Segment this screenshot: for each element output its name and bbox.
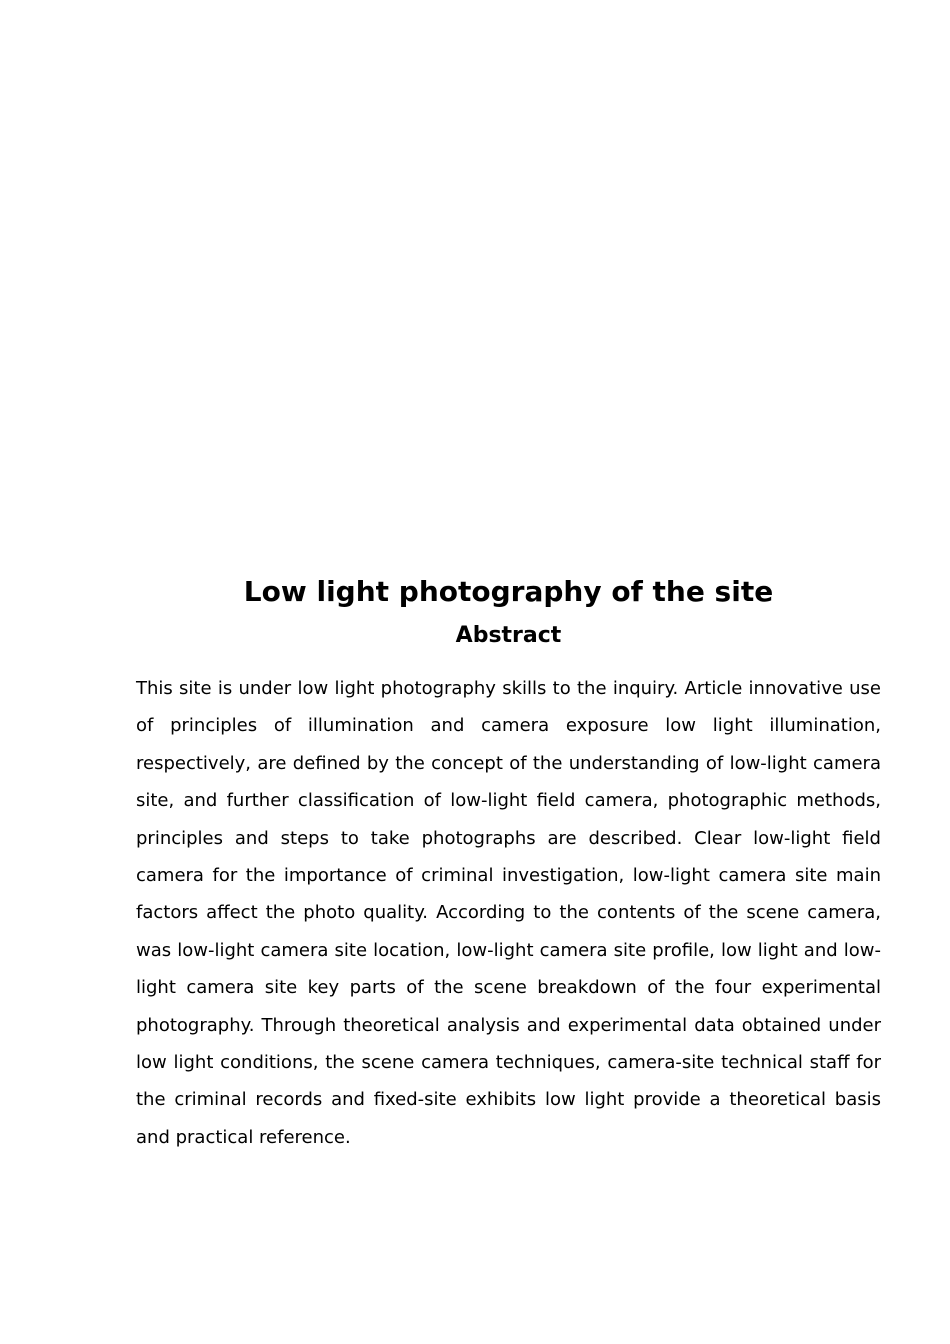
abstract-paragraph: This site is under low light photography skills to the inquiry. Article innovative use of principles of illumination and camera exposure low light illumination, respectively, are defined by the concept of the understanding of low-light camera site, and further classification of low-light field camera, photographic methods, principles and steps to take photographs are described. Clear low-light field camera for the importance of criminal investigation, low-light camera site main factors affect the photo quality. According to the contents of the scene camera, was low-light camera site location, low-light camera site profile, low light and low-light camera site key parts of the scene breakdown of the four experimental photography. Through theoretical analysis and experimental data obtained under low light conditions, the scene camera techniques, camera-site technical staff for the criminal records and fixed-site exhibits low light provide a theoretical basis and practical reference.	[136, 678, 881, 1148]
document-title: Low light photography of the site	[243, 575, 774, 608]
document-page	[136, 570, 881, 1156]
abstract-heading: Abstract	[455, 623, 562, 648]
